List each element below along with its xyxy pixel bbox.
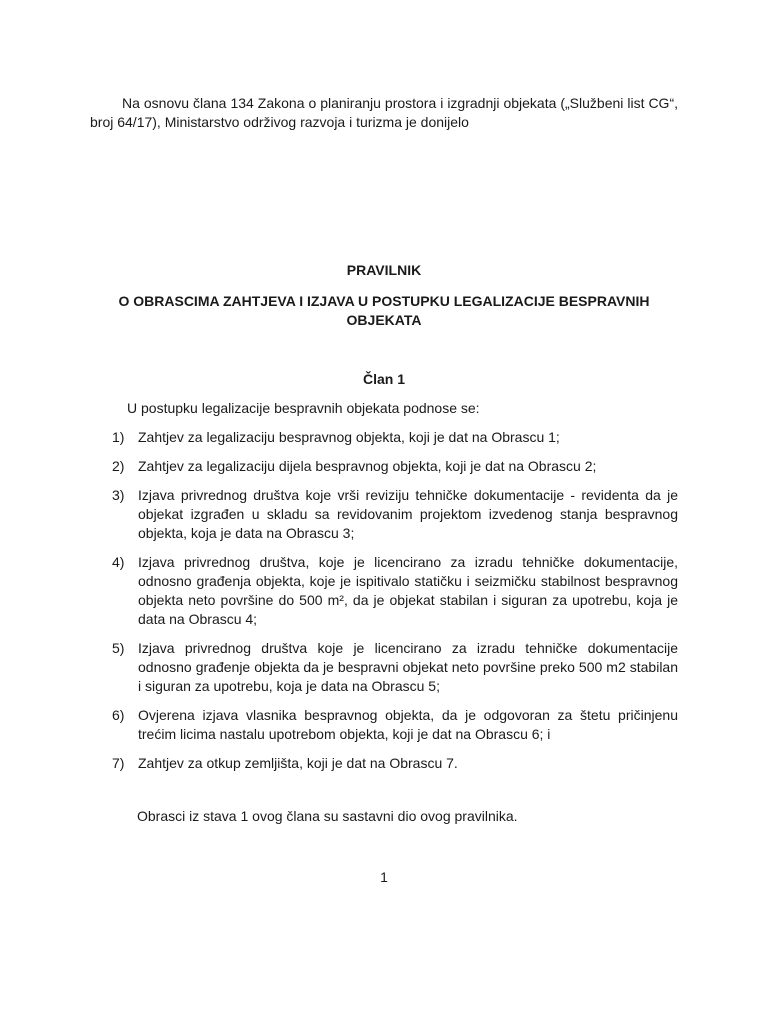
list-item-text: Zahtjev za legalizaciju dijela bespravnog objekta, koji je dat na Obrascu 2; <box>138 458 597 474</box>
document-title: PRAVILNIK <box>346 262 422 278</box>
list-item-number: 6) <box>112 707 125 723</box>
document-subtitle: O OBRASCIMA ZAHTJEVA I IZJAVA U POSTUPKU LEGALIZACIJE BESPRAVNIH OBJEKATA <box>118 293 650 328</box>
list-item <box>90 428 678 447</box>
article-heading: Član 1 <box>362 371 405 387</box>
list-item-text: Zahtjev za otkup zemljišta, koji je dat na Obrascu 7. <box>138 755 458 771</box>
list-item-text: Zahtjev za legalizaciju bespravnog objekta, koji je dat na Obrascu 1; <box>138 429 560 445</box>
list-item <box>90 706 678 744</box>
list-item-text: Izjava privrednog društva koje je licencirano za izradu tehničke dokumentacije odnosno građenje objekta da je bespravni objekat neto površine preko 500 m2 stabilan i siguran za upotrebu, koja je data na Obrascu 5; <box>138 640 678 694</box>
list-item <box>90 754 678 773</box>
list-item-text: Izjava privrednog društva, koje je licencirano za izradu tehničke dokumentacije, odnosno građenja objekta, koje je ispitivalo statičku i seizmičku stabilnost bespravnog objekta neto površine do 500 m², da je objekat stabilan i siguran za upotrebu, koja je data na Obrascu 4; <box>138 554 678 627</box>
list-item <box>90 553 678 629</box>
list-item-number: 3) <box>112 487 125 503</box>
list-item-number: 5) <box>112 640 125 656</box>
article-item-list <box>90 428 678 783</box>
article-lead: U postupku legalizacije bespravnih objekata podnose se: <box>127 400 480 416</box>
list-item <box>90 639 678 696</box>
intro-paragraph: Na osnovu člana 134 Zakona o planiranju prostora i izgradnji objekata („Službeni list CG“, broj 64/17), Ministarstvo održivog razvoja i turizma je donijelo <box>90 95 678 130</box>
list-item-text: Izjava privrednog društva koje vrši reviziju tehničke dokumentacije - revidenta da je objekat izgrađen u skladu sa revidovanim projektom izvedenog stanja bespravnog objekta, koja je data na Obrascu 3; <box>138 487 678 541</box>
page-number: 1 <box>380 869 388 885</box>
list-item-text: Ovjerena izjava vlasnika bespravnog objekta, da je odgovoran za štetu pričinjenu trećim licima nastalu upotrebom objekta, koji je dat na Obrascu 6; i <box>138 707 678 742</box>
closing-paragraph: Obrasci iz stava 1 ovog člana su sastavni dio ovog pravilnika. <box>137 808 518 824</box>
list-item <box>90 457 678 476</box>
list-item-number: 1) <box>112 429 125 445</box>
list-item-number: 7) <box>112 755 125 771</box>
list-item-number: 4) <box>112 554 125 570</box>
list-item <box>90 486 678 543</box>
list-item-number: 2) <box>112 458 125 474</box>
